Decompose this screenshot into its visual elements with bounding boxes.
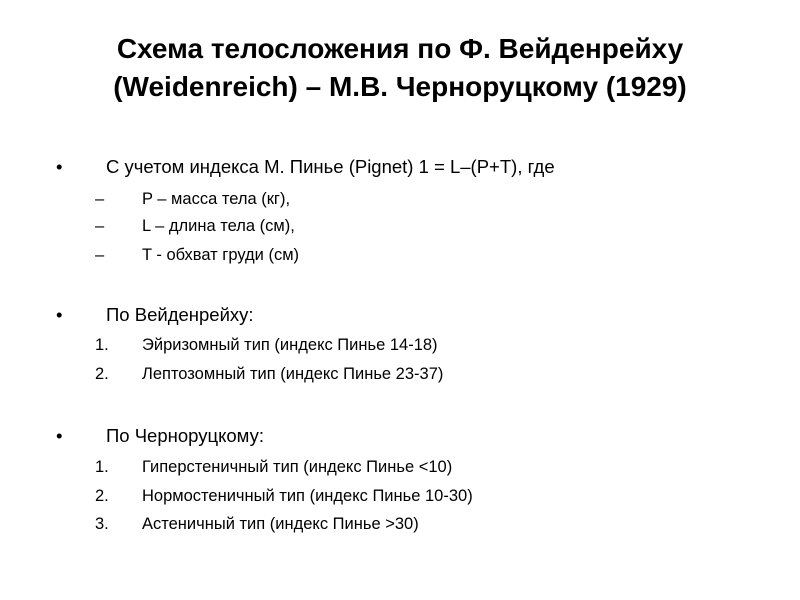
slide-title (0, 30, 800, 106)
list-item-text: Лептозомный тип (индекс Пинье 23-37) (142, 365, 444, 383)
number-marker: 2. (95, 487, 109, 505)
section-3-text: По Черноруцкому: (106, 425, 264, 446)
list-item-text: Эйризомный тип (индекс Пинье 14-18) (142, 336, 438, 354)
number-marker: 1. (95, 336, 109, 354)
list-item-text: P – масса тела (кг), (142, 190, 291, 208)
number-marker: 3. (95, 515, 109, 533)
number-marker: 1. (95, 458, 109, 476)
list-item-text: L – длина тела (см), (142, 217, 295, 235)
list-item-text: Астеничный тип (индекс Пинье >30) (142, 515, 419, 533)
dash-marker: – (95, 190, 105, 208)
section-1-text: С учетом индекса М. Пинье (Pignet) 1 = L–(P+T), где (106, 156, 555, 177)
bullet-marker: • (56, 425, 63, 446)
slide-title-line-1: Схема телосложения по Ф. Вейденрейху (116, 33, 684, 64)
bullet-marker: • (56, 156, 63, 177)
slide-title-line-2: (Weidenreich) – М.В. Черноруцкому (1929) (113, 71, 687, 102)
bullet-marker: • (56, 304, 63, 325)
list-item-text: T - обхват груди (см) (142, 246, 300, 264)
dash-marker: – (95, 217, 105, 235)
list-item-text: Гиперстеничный тип (индекс Пинье <10) (142, 458, 453, 476)
list-item-text: Нормостеничный тип (индекс Пинье 10-30) (142, 487, 473, 505)
number-marker: 2. (95, 365, 109, 383)
section-2-text: По Вейденрейху: (106, 304, 254, 325)
dash-marker: – (95, 246, 105, 264)
